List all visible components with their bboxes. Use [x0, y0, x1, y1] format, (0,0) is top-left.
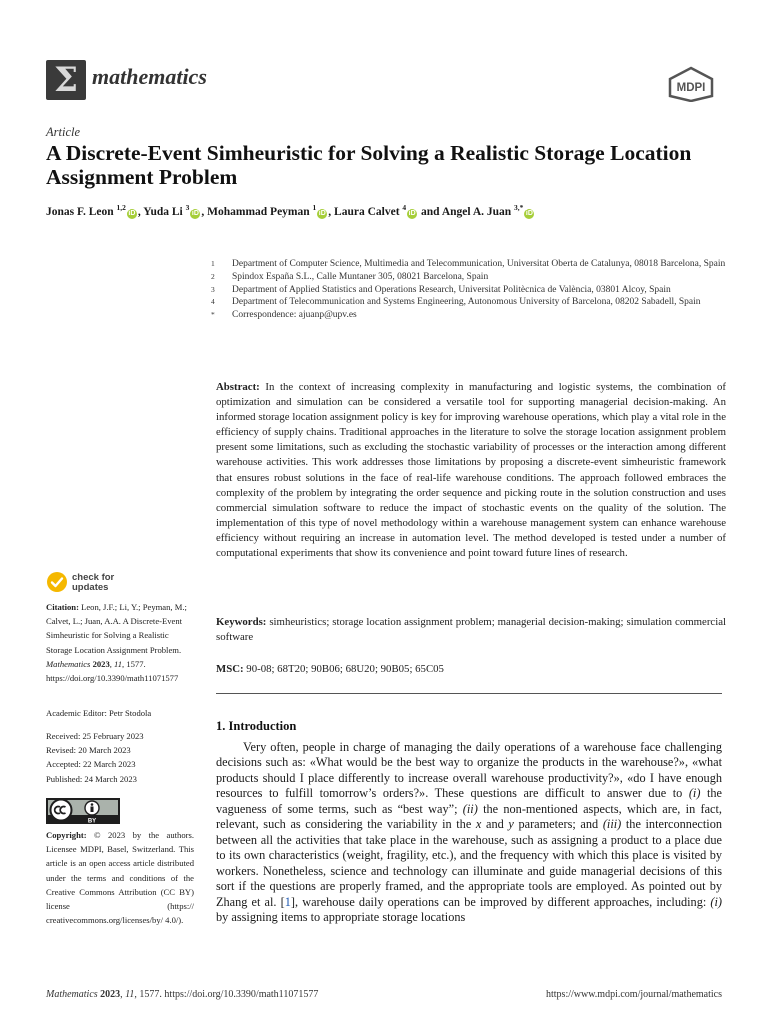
cc-by-label: BY	[87, 818, 97, 824]
article-type: Article	[46, 125, 81, 139]
author-name: Laura Calvet	[334, 205, 400, 218]
affiliation-item	[211, 296, 726, 309]
author-affiliation-mark: 3	[185, 203, 190, 212]
orcid-icon[interactable]: iD	[191, 209, 199, 217]
publication-date: Received: 25 February 2023	[46, 731, 144, 741]
check-for-updates-button[interactable]	[46, 571, 156, 597]
check-updates-line2: updates	[72, 582, 109, 593]
copyright-notice: Copyright: © 2023 by the authors. Licensee MDPI, Basel, Switzerland. This article is an open access article distributed under the terms and conditions of the Creative Commons Attribution (CC BY) license (https:// creativecommons.org/licenses/by/ 4.0/).	[46, 830, 194, 926]
journal-logo	[46, 60, 86, 100]
author-name: Jonas F. Leon	[46, 205, 114, 218]
affiliation-mark: 2	[211, 271, 215, 281]
footer-journal-url[interactable]: https://www.mdpi.com/journal/mathematics	[546, 989, 722, 1000]
citation-link-1[interactable]: 1	[284, 894, 291, 909]
journal-name: mathematics	[92, 64, 207, 89]
article-title: A Discrete-Event Simheuristic for Solving a Realistic Storage Location Assignment Problem	[46, 141, 692, 189]
affiliation-mark: 3	[211, 284, 215, 294]
author-affiliation-mark: 1,2	[116, 203, 126, 212]
introduction-body	[216, 740, 722, 925]
affiliation-text: Department of Applied Statistics and Operations Research, Universitat Politècnica de València, 03801 Alcoy, Spain	[232, 284, 671, 295]
publisher-logo	[666, 66, 716, 102]
author-list: Jonas F. Leon $^{1,2}$iD , Yuda Li $^3$iD , Mohammad Peyman $^1$iD , Laura Calvet $^4$iD and Angel A. Juan $^{3,*}$iD	[46, 203, 533, 218]
cc-by-license-icon[interactable]	[46, 798, 120, 824]
citation-block: Citation: Leon, J.F.; Li, Y.; Peyman, M.; Calvet, L.; Juan, A.A. A Discrete-Event Simheuristic for Solving a Realistic Storage Location Assignment Problem. Mathematics 2023, 11, 1577. https://doi.org/10.3390/math11071577	[46, 602, 187, 684]
author-affiliation-mark: 4	[402, 203, 407, 212]
author-name: Mohammad Peyman	[207, 205, 310, 218]
section-divider	[216, 693, 722, 694]
affiliation-item	[211, 271, 726, 284]
affiliation-item	[211, 258, 726, 271]
orcid-icon[interactable]: iD	[525, 209, 533, 217]
footer-citation: Mathematics 2023, 11, 1577. https://doi.org/10.3390/math11071577	[46, 989, 319, 1000]
author-name: Yuda Li	[143, 205, 183, 218]
abstract-text: In the context of increasing complexity in manufacturing and logistic systems, the combination of optimization and simulation can be considered a versatile tool for supporting managerial decision-making. An informed storage location assignment policy is key for improving warehouse operations, which play a vital role in the efficiency of supply chains. Traditional approaches in the literature to solve the storage location assignment problem present some limitations, such as excluding the stochastic variability of processes or the interaction among different warehouse activities. This work addresses those limitations by proposing a discrete-event simheuristic framework that ensures robust solutions in the face of real-life warehouse conditions. The approach followed embraces the complexity of the problem by integrating the order sequence and picking route in the solution construction and uses commercial simulation software to reduce the impact of stochastic events on the quality of the solution. The implementation of this type of novel methodology within a warehouse management system can enhance warehouse efficiency without requiring an increase in automation level. The method developed is tested under a number of computational experiments that show its convenience and point toward future lines of research.	[216, 381, 726, 560]
keywords-label: Keywords:	[216, 616, 267, 628]
check-updates-line1: check for	[72, 572, 115, 583]
affiliation-text: Department of Computer Science, Multimedia and Telecommunication, Universitat Oberta de Catalunya, 08018 Barcelona, Spain	[232, 259, 726, 269]
publisher-logo-text: MDPI	[676, 82, 706, 94]
orcid-icon[interactable]: iD	[128, 209, 136, 217]
copyright-label: Copyright:	[46, 830, 87, 840]
msc-text: 90-08; 68T20; 90B06; 68U20; 90B05; 65C05	[246, 663, 444, 675]
introduction-paragraph: Very often, people in charge of managing the daily operations of a warehouse face challenging decisions such as: «What would be the best way to organize the products in the warehouse?», «what products should I place differently to increase overall warehouse productivity?», «do I have enough resources to fulfill tomorrow’s orders?». These questions are difficult to answer due to (i) the vagueness of some terms, such as “best way”; (ii) the non-mentioned aspects, which are, in fact, relevant, such as considering the variability in the x and y parameters; and (iii) the interconnection between all the activities that take place in the warehouse, such as assigning a product to a place due to its own characteristics (weight, fragility, etc.), and the frequency with which this place is visited by workers. Nonetheless, science and technology can illuminate and guide managerial decisions of this sort if the questions are properly framed, and the appropriate tools are employed. As pointed out by Zhang et al. [1], warehouse daily operations can be improved by different approaches, including: (i) by assigning items to appropriate storage locations	[216, 740, 723, 924]
orcid-icon[interactable]: iD	[318, 209, 326, 217]
journal-logo-glyph: Σ	[53, 60, 79, 100]
publication-date: Revised: 20 March 2023	[46, 745, 131, 756]
citation-label: Citation:	[46, 602, 79, 612]
affiliation-item	[211, 309, 726, 322]
affiliation-item	[211, 284, 726, 297]
affiliation-text: Spindox España S.L., Calle Muntaner 305, 08021 Barcelona, Spain	[232, 271, 489, 282]
abstract-label: Abstract:	[216, 381, 260, 393]
keywords-text: simheuristics; storage location assignment problem; managerial decision-making; simulation commercial software	[216, 616, 726, 644]
section-heading-introduction: 1. Introduction	[216, 719, 297, 733]
affiliation-mark: 4	[211, 297, 215, 307]
publication-date: Published: 24 March 2023	[46, 773, 137, 784]
orcid-icon[interactable]: iD	[408, 209, 416, 217]
abstract	[216, 380, 726, 561]
author-affiliation-mark: 1	[312, 203, 317, 212]
msc-codes	[216, 662, 726, 677]
affiliation-mark: *	[211, 310, 215, 320]
affiliation-mark: 1	[211, 259, 215, 268]
publication-dates	[46, 729, 194, 786]
publication-date: Accepted: 22 March 2023	[46, 759, 136, 770]
author-affiliation-mark: 3,*	[514, 203, 524, 212]
keywords	[216, 615, 726, 645]
affiliation-text: Department of Telecommunication and Systems Engineering, Autonomous University of Barcelona, 08202 Sabadell, Spain	[232, 297, 701, 308]
academic-editor: Academic Editor: Petr Stodola	[46, 708, 152, 718]
msc-label: MSC:	[216, 663, 244, 675]
affiliations	[211, 258, 726, 322]
affiliation-text: Correspondence: ajuanp@upv.es	[232, 310, 357, 321]
author-name: Angel A. Juan	[441, 205, 512, 218]
check-updates-icon	[46, 571, 68, 593]
